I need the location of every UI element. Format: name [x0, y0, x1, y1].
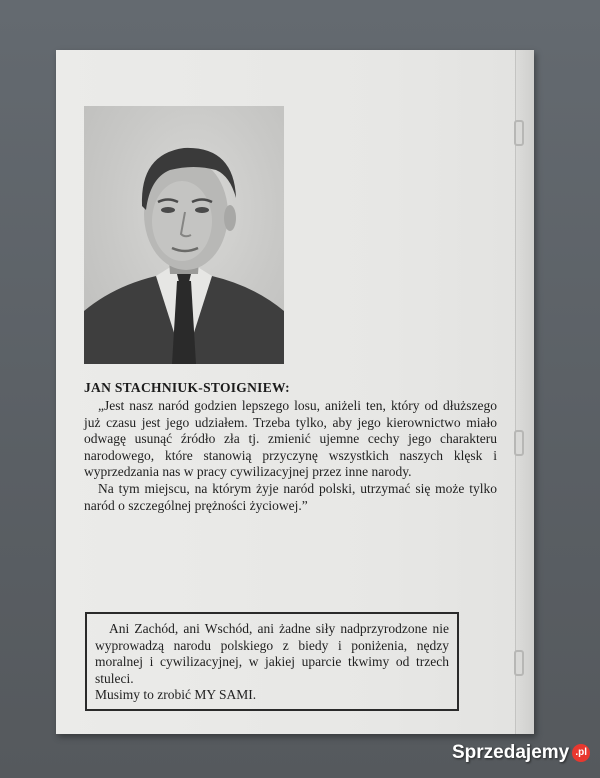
boxed-statement-closing: Musimy to zrobić MY SAMI. — [95, 687, 257, 703]
watermark-badge-icon: .pl — [572, 744, 590, 762]
author-quote — [84, 398, 497, 514]
staple-icon — [514, 430, 524, 456]
author-portrait-photo — [84, 106, 284, 364]
watermark-text: Sprzedajemy — [452, 742, 570, 763]
book-back-cover — [56, 50, 534, 734]
site-watermark-logo — [452, 742, 590, 764]
quote-paragraph: „Jest nasz naród godzien lepszego losu, aniżeli ten, który od dłuższego już czasu jest jego udziałem. Trzeba tylko, aby jego kierownictwo miało odwagę usunąć źródło zła tj. zmienić ujemne cechy jego charakteru narodowego, które stanowią przyczynę wszystkich naszych klęsk i wyprzedzania nas w pracy cywilizacyjnej przez inne narody. — [84, 398, 497, 480]
staple-icon — [514, 120, 524, 146]
boxed-statement-text: Ani Zachód, ani Wschód, ani żadne siły nadprzyrodzone nie wyprowadzą narodu polskiego z biedy i poniżenia, nędzy moralnej i cywilizacyjnej, w jakiej uparcie tkwimy od trzech stuleci. — [95, 621, 449, 686]
author-heading: JAN STACHNIUK-STOIGNIEW: — [84, 380, 290, 395]
quote-paragraph: Na tym miejscu, na którym żyje naród polski, utrzymać się może tylko naród o szczególnej prężności życiowej.” — [84, 480, 497, 513]
staple-icon — [514, 650, 524, 676]
book-spine-edge — [515, 50, 534, 734]
boxed-statement — [85, 612, 459, 711]
